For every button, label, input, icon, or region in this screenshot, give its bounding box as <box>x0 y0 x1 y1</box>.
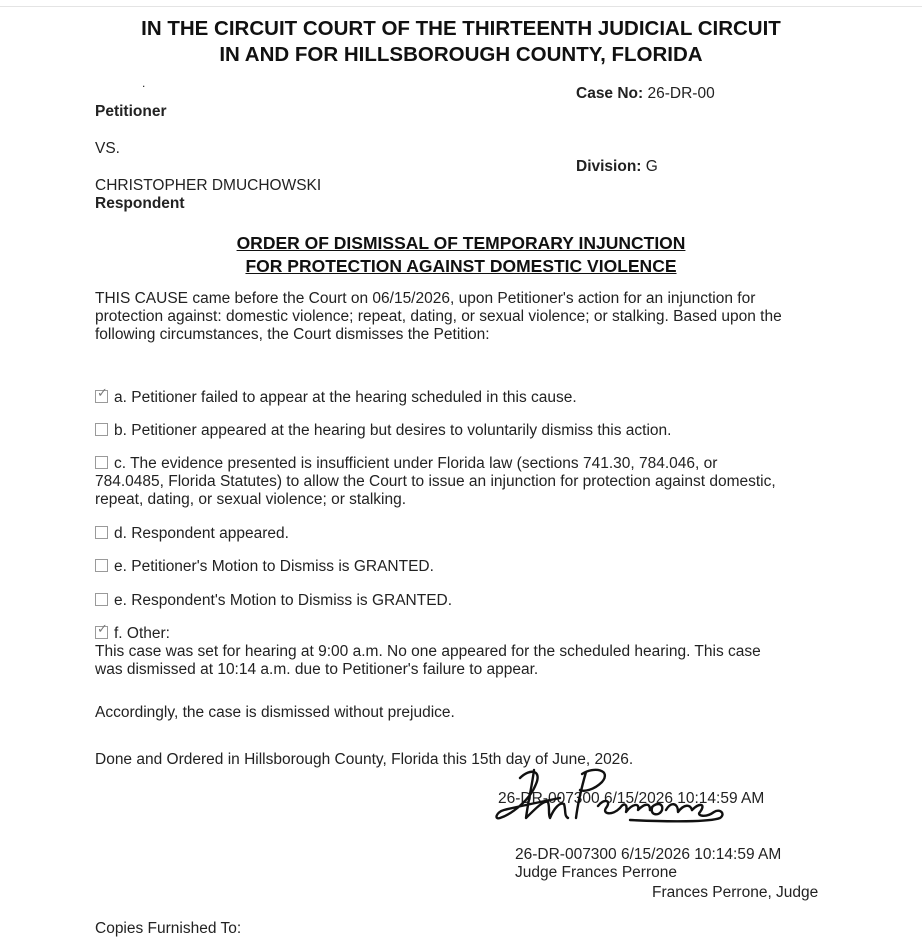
intro-line: following circumstances, the Court dismisses the Petition: <box>95 326 490 343</box>
item-e-petitioner-text: e. Petitioner's Motion to Dismiss is GRANTED. <box>114 558 434 575</box>
court-header-line2: IN AND FOR HILLSBOROUGH COUNTY, FLORIDA <box>219 43 703 66</box>
checkbox-f[interactable] <box>95 622 108 639</box>
versus-label: VS. <box>95 140 120 157</box>
item-b-text: b. Petitioner appeared at the hearing but desires to voluntarily dismiss this action. <box>114 422 672 439</box>
checkbox-a[interactable] <box>95 386 108 403</box>
item-d <box>95 525 835 543</box>
case-number <box>576 85 715 103</box>
intro-line: THIS CAUSE came before the Court on 06/15/2026, upon Petitioner's action for an injunction for <box>95 290 756 307</box>
item-c <box>95 455 835 509</box>
court-header <box>0 16 922 68</box>
order-title-line1: ORDER OF DISMISSAL OF TEMPORARY INJUNCTION <box>236 233 686 253</box>
order-title <box>0 232 922 278</box>
checkbox-c[interactable] <box>95 456 108 469</box>
checkbox-b[interactable] <box>95 423 108 436</box>
item-a-text: a. Petitioner failed to appear at the hearing scheduled in this cause. <box>114 389 577 406</box>
division <box>576 158 658 176</box>
check-mark-icon: ✓ <box>97 386 108 401</box>
accordingly-text: Accordingly, the case is dismissed without prejudice. <box>95 704 455 721</box>
respondent-label: Respondent <box>95 195 185 212</box>
petitioner-name: . <box>142 76 146 90</box>
handwritten-signature <box>490 762 790 832</box>
intro-paragraph <box>95 290 835 344</box>
item-c-text: repeat, dating, or sexual violence; or stalking. <box>95 491 407 508</box>
item-f <box>95 622 835 643</box>
item-b <box>95 422 835 440</box>
signature-block <box>490 762 790 832</box>
item-c-text: c. The evidence presented is insufficient under Florida law (sections 741.30, 784.046, or <box>114 455 718 472</box>
item-e-respondent <box>95 592 835 610</box>
done-ordered-text: Done and Ordered in Hillsborough County, Florida this 15th day of June, 2026. <box>95 751 634 768</box>
case-number-label: Case No: <box>576 85 644 102</box>
signature-stamp: 26-DR-007300 6/15/2026 10:14:59 AM <box>515 846 782 863</box>
respondent-name: CHRISTOPHER DMUCHOWSKI <box>95 177 322 194</box>
checkbox-e-petitioner[interactable] <box>95 559 108 572</box>
case-number-value: 26-DR-00 <box>647 85 715 102</box>
copies-furnished-label: Copies Furnished To: <box>95 920 242 937</box>
checkbox-e-respondent[interactable] <box>95 593 108 606</box>
item-e-respondent-text: e. Respondent's Motion to Dismiss is GRANTED. <box>114 592 453 609</box>
other-line: was dismissed at 10:14 a.m. due to Petitioner's failure to appear. <box>95 661 539 678</box>
check-mark-icon: ✓ <box>97 622 108 637</box>
checkbox-d[interactable] <box>95 526 108 539</box>
petitioner-label: Petitioner <box>95 103 167 120</box>
top-divider <box>0 6 922 7</box>
judge-line: Judge Frances Perrone <box>515 864 677 881</box>
order-title-line2: FOR PROTECTION AGAINST DOMESTIC VIOLENCE <box>245 256 677 276</box>
item-f-text: f. Other: <box>114 625 170 642</box>
other-line: This case was set for hearing at 9:00 a.m. No one appeared for the scheduled hearing. This case <box>95 643 761 660</box>
court-header-line1: IN THE CIRCUIT COURT OF THE THIRTEENTH JUDICIAL CIRCUIT <box>141 17 781 40</box>
intro-line: protection against: domestic violence; repeat, dating, or sexual violence; or stalking. Based upon the <box>95 308 782 325</box>
item-a <box>95 386 835 407</box>
item-d-text: d. Respondent appeared. <box>114 525 289 542</box>
other-explanation <box>95 643 835 679</box>
judge-name-line: Frances Perrone, Judge <box>652 884 819 901</box>
item-e-petitioner <box>95 558 835 576</box>
signature-stamp-overlay: 26-DR-007300 6/15/2026 10:14:59 AM <box>498 790 765 807</box>
division-label: Division: <box>576 158 642 175</box>
item-c-text: 784.0485, Florida Statutes) to allow the Court to issue an injunction for protection against domestic, <box>95 473 776 490</box>
division-value: G <box>645 158 658 175</box>
